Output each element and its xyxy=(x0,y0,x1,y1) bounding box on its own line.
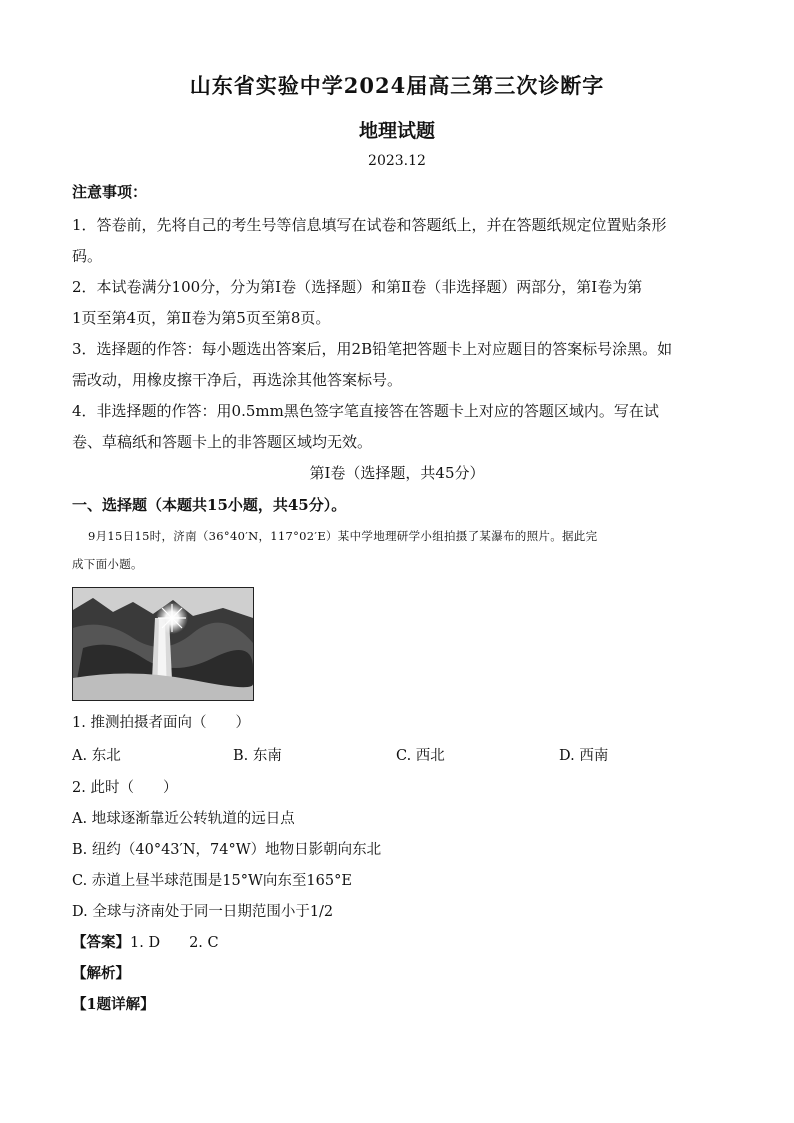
q1-option-a[interactable]: A. 东北 xyxy=(72,748,121,764)
note-line: 1页至第4页，第Ⅱ卷为第5页至第8页。 xyxy=(72,309,331,327)
detail-label: 【1题详解】 xyxy=(72,996,155,1013)
waterfall-photo xyxy=(72,587,254,701)
q1-option-b[interactable]: B. 东南 xyxy=(233,748,282,764)
question-stem-cont: 成下面小题。 xyxy=(72,557,143,571)
answer-row xyxy=(72,931,732,952)
section-title: 第Ⅰ卷（选择题，共45分） xyxy=(309,464,485,482)
question-2: 2. 此时（ ） xyxy=(72,780,178,796)
waterfall-image xyxy=(73,588,253,700)
q2-option-c[interactable]: C. 赤道上昼半球范围是15°W向东至165°E xyxy=(72,873,352,889)
note-line: 1．答卷前，先将自己的考生号等信息填写在试卷和答题纸上，并在答题纸规定位置贴条形 xyxy=(72,216,667,234)
subject-title: 地理试题 xyxy=(358,120,435,142)
question-stem: 9月15日15时，济南（36°40′N，117°02′E）某中学地理研学小组拍摄了某瀑布的照片。据此完 xyxy=(88,529,598,543)
analysis-label: 【解析】 xyxy=(72,965,130,982)
exam-title: 山东省实验中学2024届高三第三次诊断字 xyxy=(189,73,605,98)
q2-option-a[interactable]: A. 地球逐渐靠近公转轨道的远日点 xyxy=(72,811,295,827)
note-line: 卷、草稿纸和答题卡上的非答题区域均无效。 xyxy=(72,433,373,451)
q2-option-d[interactable]: D. 全球与济南处于同一日期范围小于1/2 xyxy=(72,904,334,920)
note-line: 需改动，用橡皮擦干净后，再选涂其他答案标号。 xyxy=(72,371,403,389)
q1-option-d[interactable]: D. 西南 xyxy=(559,748,609,764)
note-line: 2．本试卷满分100分，分为第Ⅰ卷（选择题）和第Ⅱ卷（非选择题）两部分，第Ⅰ卷为第 xyxy=(72,278,643,296)
question-1: 1. 推测拍摄者面向（ ） xyxy=(72,715,250,731)
note-line: 3．选择题的作答：每小题选出答案后，用2B铅笔把答题卡上对应题目的答案标号涂黑。如 xyxy=(72,340,673,358)
note-line: 码。 xyxy=(72,247,103,265)
answer-label: 【答案】 xyxy=(72,934,130,951)
answer-values: 1. D 2. C xyxy=(130,935,219,951)
notes-heading: 注意事项： xyxy=(72,183,148,201)
q2-option-b[interactable]: B. 纽约（40°43′N，74°W）地物日影朝向东北 xyxy=(72,842,382,858)
part-heading: 一、选择题（本题共15小题，共45分）。 xyxy=(72,496,347,514)
note-line: 4．非选择题的作答：用0.5mm黑色签字笔直接答在答题卡上对应的答题区域内。写在试 xyxy=(72,402,659,420)
exam-date: 2023.12 xyxy=(368,153,426,169)
q1-option-c[interactable]: C. 西北 xyxy=(396,748,445,764)
